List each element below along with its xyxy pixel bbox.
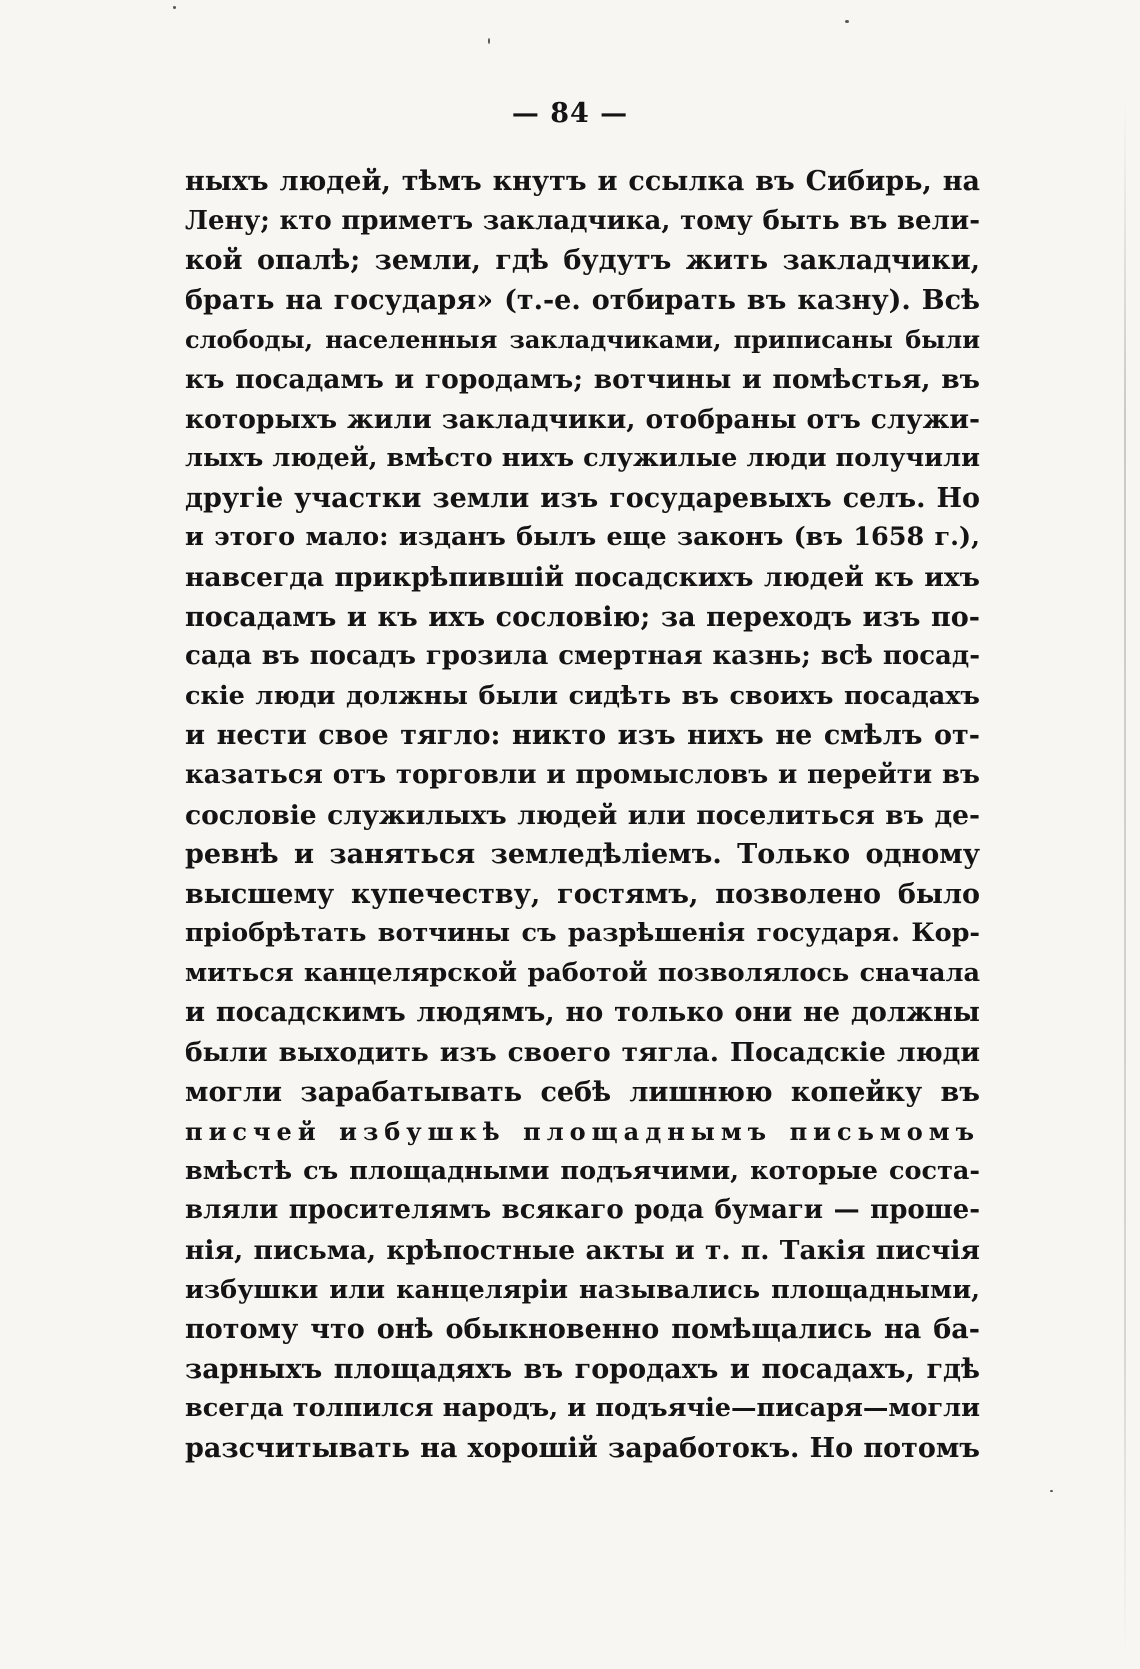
text-line: навсегда прикрѣпившій посадскихъ людей къ ихъ [185, 561, 980, 593]
paper-speck [173, 6, 176, 9]
text-line: вляли просителямъ всякаго рода бумаги — проше- [185, 1195, 980, 1226]
page-edge-shadow [1124, 100, 1126, 1660]
paper-speck [488, 38, 490, 44]
text-line: лыхъ людей, вмѣсто нихъ служилые люди получили [185, 443, 980, 474]
text-line: къ посадамъ и городамъ; вотчины и помѣстья, въ [185, 363, 980, 395]
paper-speck [1050, 1490, 1053, 1492]
text-line: ныхъ людей, тѣмъ кнутъ и ссылка въ Сибирь, на [185, 166, 980, 197]
text-line: сословіе служилыхъ людей или поселиться въ де- [185, 799, 980, 831]
text-line: избушки или канцеляріи назывались площадными, [185, 1274, 980, 1305]
text-line: другіе участки земли изъ государевыхъ селъ. Но [185, 482, 980, 514]
text-line: ревнѣ и заняться земледѣліемъ. Только одному [185, 839, 980, 871]
text-line: были выходить изъ своего тягла. Посадскіе люди [185, 1037, 980, 1069]
text-line: могли зарабатывать себѣ лишнюю копейку въ [185, 1076, 980, 1108]
text-line: посадамъ и къ ихъ сословію; за переходъ изъ по- [185, 601, 980, 633]
text-line: нія, письма, крѣпостные акты и т. п. Такія писчія [185, 1235, 980, 1267]
paper-speck [845, 20, 849, 23]
text-line: которыхъ жили закладчики, отобраны отъ служи- [185, 403, 980, 435]
text-line: пріобрѣтать вотчины съ разрѣшенія государя. Кор- [185, 918, 980, 949]
text-line: разсчитывать на хорошій заработокъ. Но потомъ [185, 1433, 980, 1464]
text-line: потому что онѣ обыкновенно помѣщались на ба- [185, 1314, 980, 1346]
text-line: миться канцелярской работой позволялось сначала [185, 957, 980, 988]
text-line: высшему купечеству, гостямъ, позволено было [185, 878, 980, 910]
text-line: брать на государя» (т.-е. отбирать въ казну). Всѣ [185, 284, 980, 316]
text-line: сада въ посадъ грозила смертная казнь; всѣ посад- [185, 641, 980, 672]
text-line: зарныхъ площадяхъ въ городахъ и посадахъ, гдѣ [185, 1353, 980, 1385]
text-line: всегда толпился народъ, и подъячіе—писаря—могли [185, 1393, 980, 1424]
text-line: скіе люди должны были сидѣть въ своихъ посадахъ [185, 680, 980, 711]
text-line: кой опалѣ; земли, гдѣ будутъ жить закладчики, [185, 245, 980, 277]
body-text [185, 162, 980, 1469]
text-line: и нести свое тягло: никто изъ нихъ не смѣлъ от- [185, 720, 980, 752]
text-line: и посадскимъ людямъ, но только они не должны [185, 997, 980, 1029]
text-line: вмѣстѣ съ площадными подъячими, которые соста- [185, 1155, 980, 1186]
text-line-spaced: писчей избушкѣ площаднымъ письмомъ [185, 1117, 980, 1147]
text-line: и этого мало: изданъ былъ еще законъ (въ 1658 г.), [185, 522, 980, 553]
text-line: казаться отъ торговли и промысловъ и перейти въ [185, 759, 980, 790]
text-line: слободы, населенныя закладчиками, приписаны были [185, 325, 980, 355]
page-number: — 84 — [511, 98, 629, 129]
text-line: Лену; кто приметъ закладчика, тому быть въ вели- [185, 205, 980, 236]
